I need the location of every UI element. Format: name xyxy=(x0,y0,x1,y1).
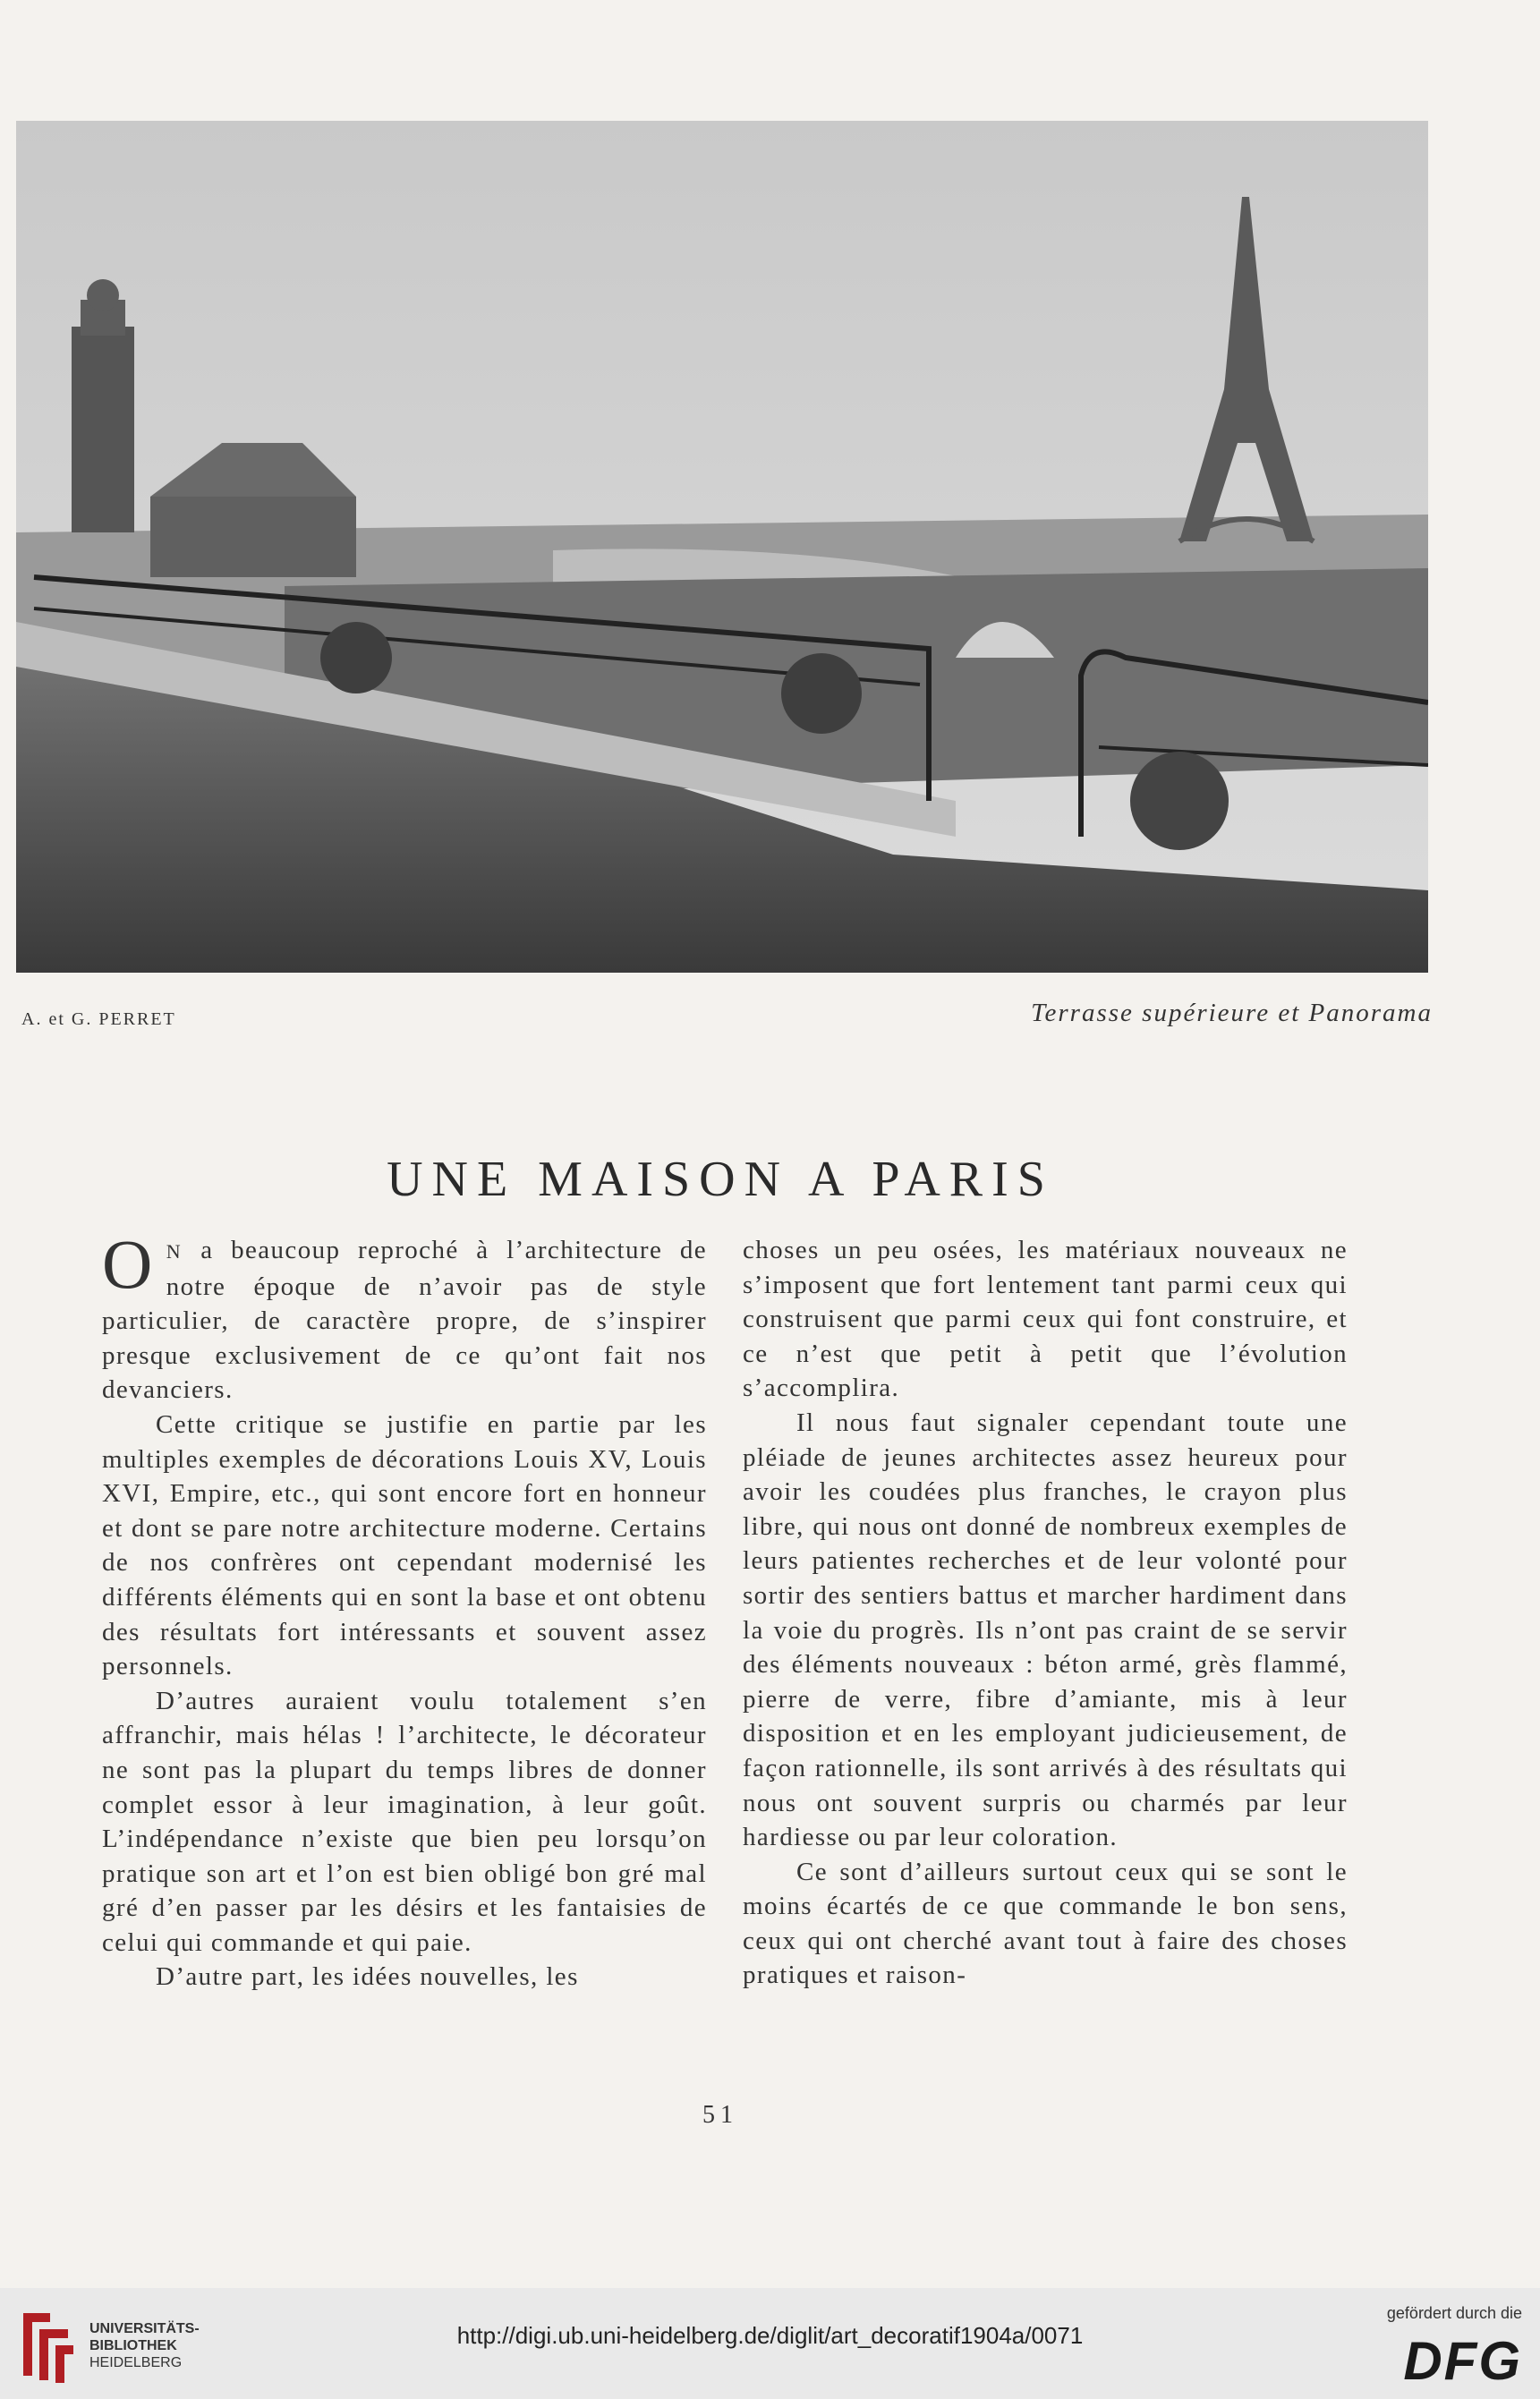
drop-cap-smallcap: N xyxy=(166,1240,183,1263)
page-number: 51 xyxy=(702,2101,738,2129)
paragraph: D’autres auraient voulu totalement s’en affranchir, mais hélas ! l’architecte, le décorateur ne sont pas la plupart du temps libres de donner complet essor à leur imagination, à leur goût. L’indépendance n’existe que bien peu lorsqu’on pratique son art et l’on est bien obligé bon gré mal gré d’en passer par les désirs et les fantaisies de celui qui commande et qui paie. xyxy=(102,1686,707,1957)
right-column xyxy=(743,1233,1348,1993)
photo-illustration xyxy=(16,121,1428,973)
funding-label: gefördert durch die xyxy=(1386,2304,1522,2322)
paragraph: Il nous faut signaler cependant toute une pléiade de jeunes architectes assez heureux pour avoir les coudées plus franches, le crayon plus libre, qui nous ont donné de nombreux exemples de leurs patientes recherches et de leur volonté pour sortir des sentiers battus et marcher hardiment dans la voie du progrès. Ils n’ont pas craint de se servir des éléments nouveaux : béton armé, grès flammé, pierre de verre, fibre d’amiante, mis à leur disposition et en les employant judicieusement, de façon rationnelle, ils sont arrivés à des résultats qui nous ont souvent surpris ou charmés par leur hardiesse ou par leur coloration. xyxy=(743,1408,1348,1852)
library-name-line: HEIDELBERG xyxy=(89,2355,183,2370)
left-column xyxy=(102,1225,707,1995)
library-name-line: UNIVERSITÄTS- xyxy=(89,2321,200,2336)
paragraph: Cette critique se justifie en partie par les multiples exemples de décorations Louis XV, Louis XVI, Empire, etc., qui sont encore fort en honneur et dont se pare notre architecture moderne. Certains de nos confrères ont cependant modernisé les différents éléments qui en sont la base et ont obtenu des résultats fort intéressants et souvent assez personnels. xyxy=(102,1409,707,1681)
dfg-logo: DFG xyxy=(1403,2331,1522,2391)
drop-cap: O xyxy=(102,1225,154,1303)
photo-credit: A. et G. PERRET xyxy=(21,1009,176,1029)
library-name-line: BIBLIOTHEK xyxy=(89,2338,177,2353)
panorama-photograph xyxy=(16,121,1428,973)
opening-text: a beaucoup reproché à l’architecture de notre époque de n’avoir pas de style particulier, de caractère propre, de s’inspirer presque exclusivement de ce qu’ont fait nos devanciers. xyxy=(102,1236,707,1405)
paragraph: Ce sont d’ailleurs surtout ceux qui se sont le moins écartés de ce que commande le bon sens, ceux qui ont cherché avant tout à faire des choses pratiques et raison- xyxy=(743,1857,1348,1990)
continuation-paragraph: choses un peu osées, les matériaux nouveaux ne s’imposent que fort lentement tant parmi ceux qui construisent que parmi ceux qui font construire, et ce n’est que petit à petit que l’évolution s’accomplira. xyxy=(743,1236,1348,1403)
footer-bar xyxy=(0,2288,1540,2399)
opening-paragraph xyxy=(102,1225,707,1408)
paragraph: D’autre part, les idées nouvelles, les xyxy=(156,1962,579,1992)
source-url-link[interactable]: http://digi.ub.uni-heidelberg.de/diglit/art_decoratif1904a/0071 xyxy=(456,2322,1084,2349)
article-title: UNE MAISON A PARIS xyxy=(387,1151,1054,1207)
photo-caption: Terrasse supérieure et Panorama xyxy=(1031,999,1433,1027)
